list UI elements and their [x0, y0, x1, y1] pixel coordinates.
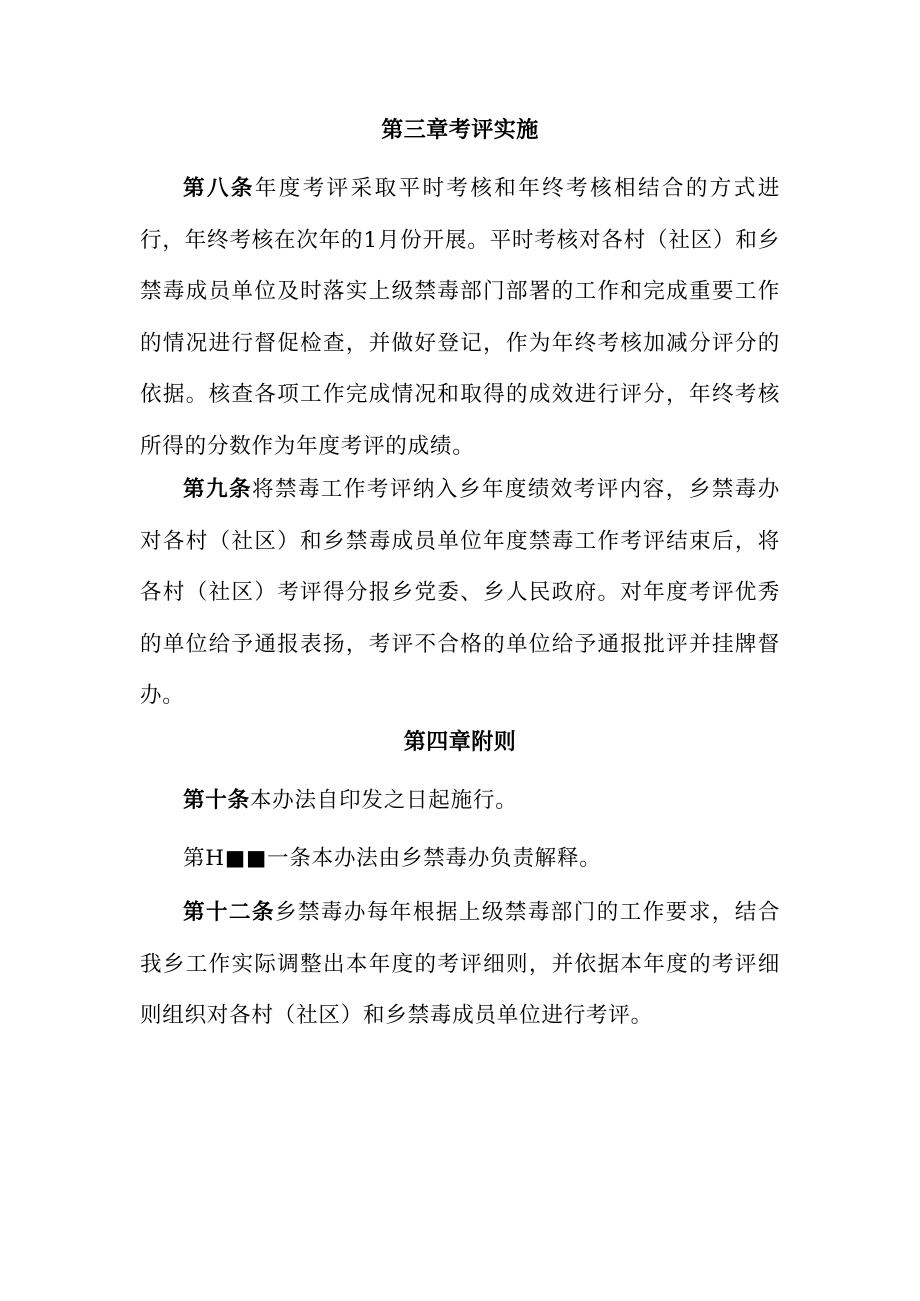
article-10-body: 本办法自印发之日起施行。 — [249, 788, 518, 813]
article-8-body: 年度考评采取平时考核和年终考核相结合的方式进行，年终考核在次年的1月份开展。平时考核对各村（社区）和乡禁毒成员单位及时落实上级禁毒部门部署的工作和完成重要工作的情况进行督促检查，并做好登记，作为年终考核加减分评分的依据。核查各项工作完成情况和取得的成效进行评分，年终考核所得的分数作为年度考评的成绩。 — [140, 176, 780, 459]
article-12-body: 乡禁毒办每年根据上级禁毒部门的工作要求，结合我乡工作实际调整出本年度的考评细则，并依据本年度的考评细则组织对各村（社区）和乡禁毒成员单位进行考评。 — [140, 900, 780, 1028]
article-9-lead: 第九条 — [183, 477, 252, 502]
article-12-lead: 第十二条 — [183, 900, 275, 925]
chapter-4-heading: 第四章附则 — [403, 729, 517, 755]
article-10-lead: 第十条 — [183, 788, 250, 813]
article-12-paragraph — [140, 887, 780, 1042]
article-9-body: 将禁毒工作考评纳入乡年度绩效考评内容，乡禁毒办对各村（社区）和乡禁毒成员单位年度禁毒工作考评结束后，将各村（社区）考评得分报乡党委、乡人民政府。对年度考评优秀的单位给予通报表扬，考评不合格的单位给予通报批评并挂牌督办。 — [140, 477, 780, 708]
article-11-paragraph — [140, 833, 780, 885]
article-11-text: 第H■■一条本办法由乡禁毒办负责解释。 — [183, 846, 602, 871]
chapter-3-heading: 第三章考评实施 — [381, 117, 539, 143]
article-10-paragraph — [140, 775, 780, 827]
article-8-lead: 第八条 — [183, 176, 255, 201]
article-8-paragraph — [140, 163, 780, 472]
article-9-paragraph — [140, 464, 780, 722]
